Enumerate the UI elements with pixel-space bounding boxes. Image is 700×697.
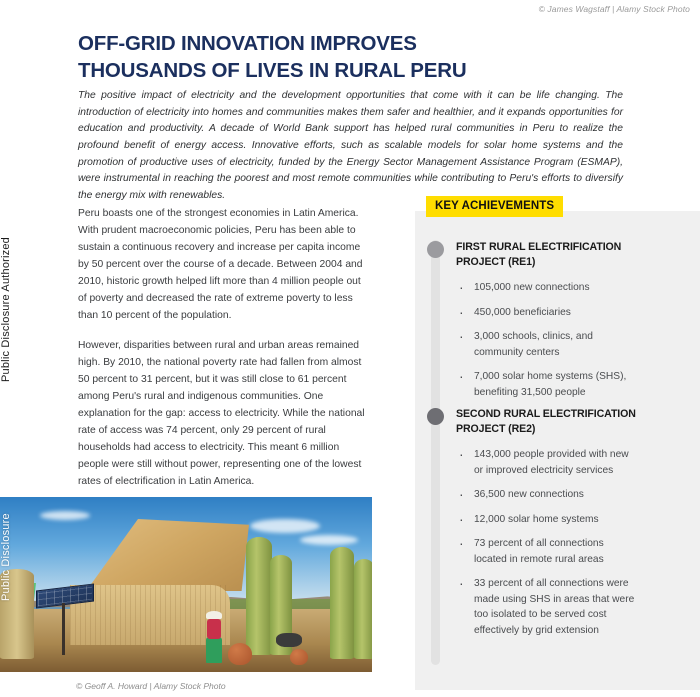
achievement-item: · 143,000 people provided with new or improved electricity services (456, 447, 636, 478)
photo-reed-bundle (330, 547, 354, 659)
achievement-list (456, 280, 636, 400)
photo-person-top (207, 619, 221, 639)
achievement-item: · 33 percent of all connections were made using SHS in areas that were too isolated to be served cost effectively by grid extension (456, 576, 636, 638)
timeline-track (431, 240, 440, 665)
achievement-item: · 73 percent of all connections located in remote rural areas (456, 536, 636, 567)
article-body (78, 205, 366, 519)
photo-cloud (300, 535, 358, 545)
public-disclosure-watermark-top: Public Disclosure Authorized (0, 236, 12, 382)
key-achievements-banner: KEY ACHIEVEMENTS (426, 196, 563, 217)
body-paragraph: However, disparities between rural and urban areas remained high. By 2010, the national poverty rate had fallen from almost 50 percent to 31 percent, but it was still close to 61 percent among Peru's rural and indigenous communities. One explanation for the gap: access to electricity. While the national rate of access was 74 percent, only 29 percent of rural households had access to electricity. This meant 6 million people were still without power, representing one of the lowest rates of electrification in Latin America. (78, 339, 365, 488)
photo-solar-post (62, 603, 65, 655)
achievement-group-re2 (456, 407, 636, 647)
photo-credit-bottom: © Geoff A. Howard | Alamy Stock Photo (76, 681, 226, 691)
achievement-group-heading: FIRST RURAL ELECTRIFICATION PROJECT (RE1) (456, 241, 622, 269)
photo-dark-pot (276, 633, 302, 647)
achievement-item: · 3,000 schools, clinics, and community centers (456, 329, 636, 360)
article-intro: The positive impact of electricity and the development opportunities that come with it can be life changing. The introduction of electricity into homes and communities makes them safer and healthier, and it expands opportunities for education and productivity. A decade of World Bank support has helped rural communities in Peru to realize the profound benefit of energy access. Innovative efforts, such as scalable models for solar home systems and the promotion of productive uses of electricity, funded by the Energy Sector Management Assistance Program (ESMAP), were instrumental in reaching the poorest and most remote communities while contributing to Peru's efforts to diversify the energy mix with renewables. (78, 90, 623, 202)
public-disclosure-watermark-bottom: Public Disclosure (0, 513, 12, 601)
photo-clay-pot (290, 649, 308, 665)
photo-cloud (40, 511, 90, 520)
page-title: OFF-GRID INNOVATION IMPROVES THOUSANDS OF LIVES IN RURAL PERU (78, 32, 467, 83)
photo-clay-pot (228, 643, 252, 665)
achievement-list (456, 447, 636, 638)
timeline-node-re1 (427, 241, 444, 258)
photo-reed-bundle (246, 537, 272, 655)
body-paragraph: Peru boasts one of the strongest economies in Latin America. With prudent macroeconomic policies, Peru has been able to sustain a continuous recovery and increase per capita income by 50 percent over the course of a decade. Between 2004 and 2010, historic growth helped lift more than 4 million people out of poverty and decreased the rate of extreme poverty to less than 10 percent of the population. (78, 208, 363, 322)
achievement-item: · 36,500 new connections (456, 487, 636, 503)
article-photo (0, 497, 372, 672)
achievement-group-re1 (456, 240, 636, 409)
achievement-item: · 450,000 beneficiaries (456, 305, 636, 321)
achievement-item: · 7,000 solar home systems (SHS), benefiting 31,500 people (456, 369, 636, 400)
achievement-item: · 105,000 new connections (456, 280, 636, 296)
achievement-item: · 12,000 solar home systems (456, 512, 636, 528)
photo-cloud (250, 519, 320, 533)
photo-person-hat (206, 611, 222, 619)
timeline-node-re2 (427, 408, 444, 425)
achievement-group-heading: SECOND RURAL ELECTRIFICATION PROJECT (RE2) (456, 408, 636, 436)
photo-reed-bundle (354, 559, 372, 659)
photo-credit-top: © James Wagstaff | Alamy Stock Photo (538, 4, 690, 14)
photo-person (206, 637, 222, 663)
